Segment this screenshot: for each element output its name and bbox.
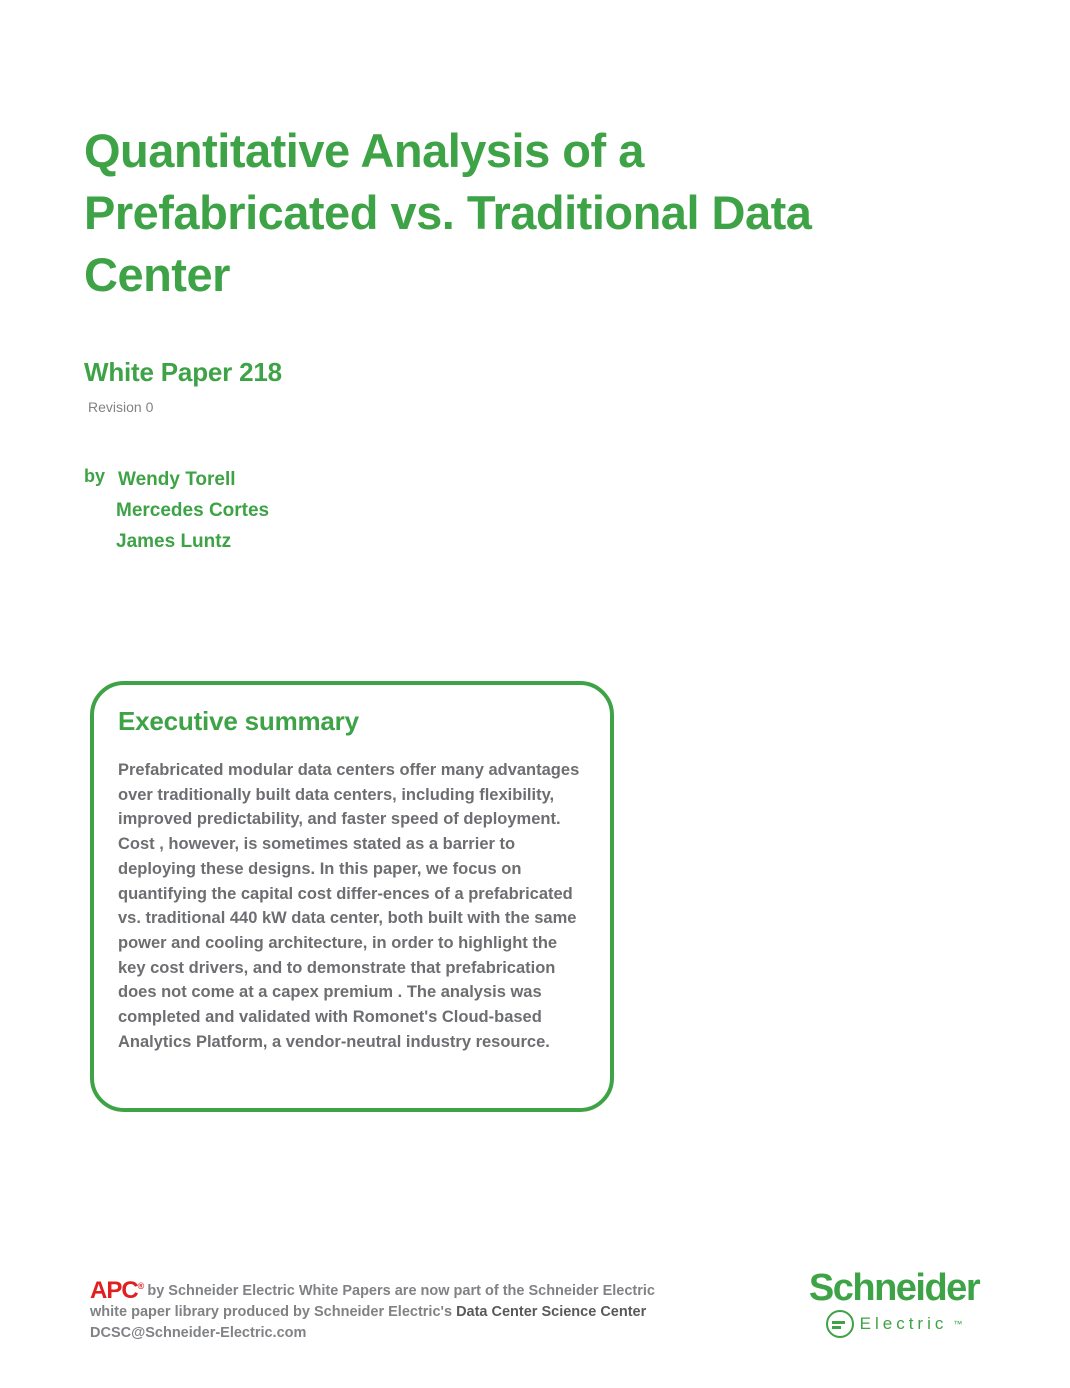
author-name: James Luntz [116, 531, 232, 552]
footer-dcsc-label: Data Center Science Center [456, 1304, 647, 1320]
footer-text-line-1: by Schneider Electric White Papers are now part of the Schneider Electric [143, 1283, 655, 1299]
revision-label: Revision 0 [88, 399, 154, 415]
schneider-electric-text: Electric [859, 1314, 948, 1333]
apc-logo: APC® [90, 1277, 144, 1304]
schneider-wordmark: Schneider [808, 1267, 980, 1309]
footer-text-line-2-prefix: white paper library produced by Schneider Electric's [90, 1304, 457, 1320]
author-name: Mercedes Cortes [116, 500, 270, 521]
footer-line-1 [90, 1276, 690, 1302]
footer-email[interactable]: DCSC@Schneider-Electric.com [90, 1325, 307, 1341]
author-name: Wendy Torell [118, 469, 236, 490]
apc-trademark-icon: ® [137, 1281, 144, 1291]
executive-summary-heading: Executive summary [118, 706, 359, 736]
executive-summary-text: Prefabricated modular data centers offer many advantages over traditionally built data centers, including flexibility, improved predictability, and faster speed of deployment. Cost , however, is sometimes stated as a barrier to deploying these designs. In this paper, we focus on quantifying the capital cost differ-ences of a prefabricated vs. traditional 440 kW data center, both built with the same power and cooling architecture, in order to highlight the key cost drivers, and to demonstrate that prefabrication does not come at a capex premium . The analysis was completed and validated with Romonet's Cloud-based Analytics Platform, a vendor-neutral industry resource. [118, 761, 580, 1051]
schneider-electric-logo [784, 1268, 1004, 1338]
schneider-sub-wordmark [784, 1310, 1004, 1338]
by-label: by [84, 466, 106, 486]
footer-line-2 [90, 1302, 690, 1323]
author-list [118, 464, 269, 557]
page-title: Quantitative Analysis of a Prefabricated vs. Traditional Data Center [84, 124, 812, 301]
schneider-emblem-icon [826, 1310, 854, 1338]
schneider-trademark-icon: ™ [953, 1319, 963, 1329]
white-paper-number: White Paper 218 [84, 357, 282, 387]
footer [90, 1276, 690, 1344]
